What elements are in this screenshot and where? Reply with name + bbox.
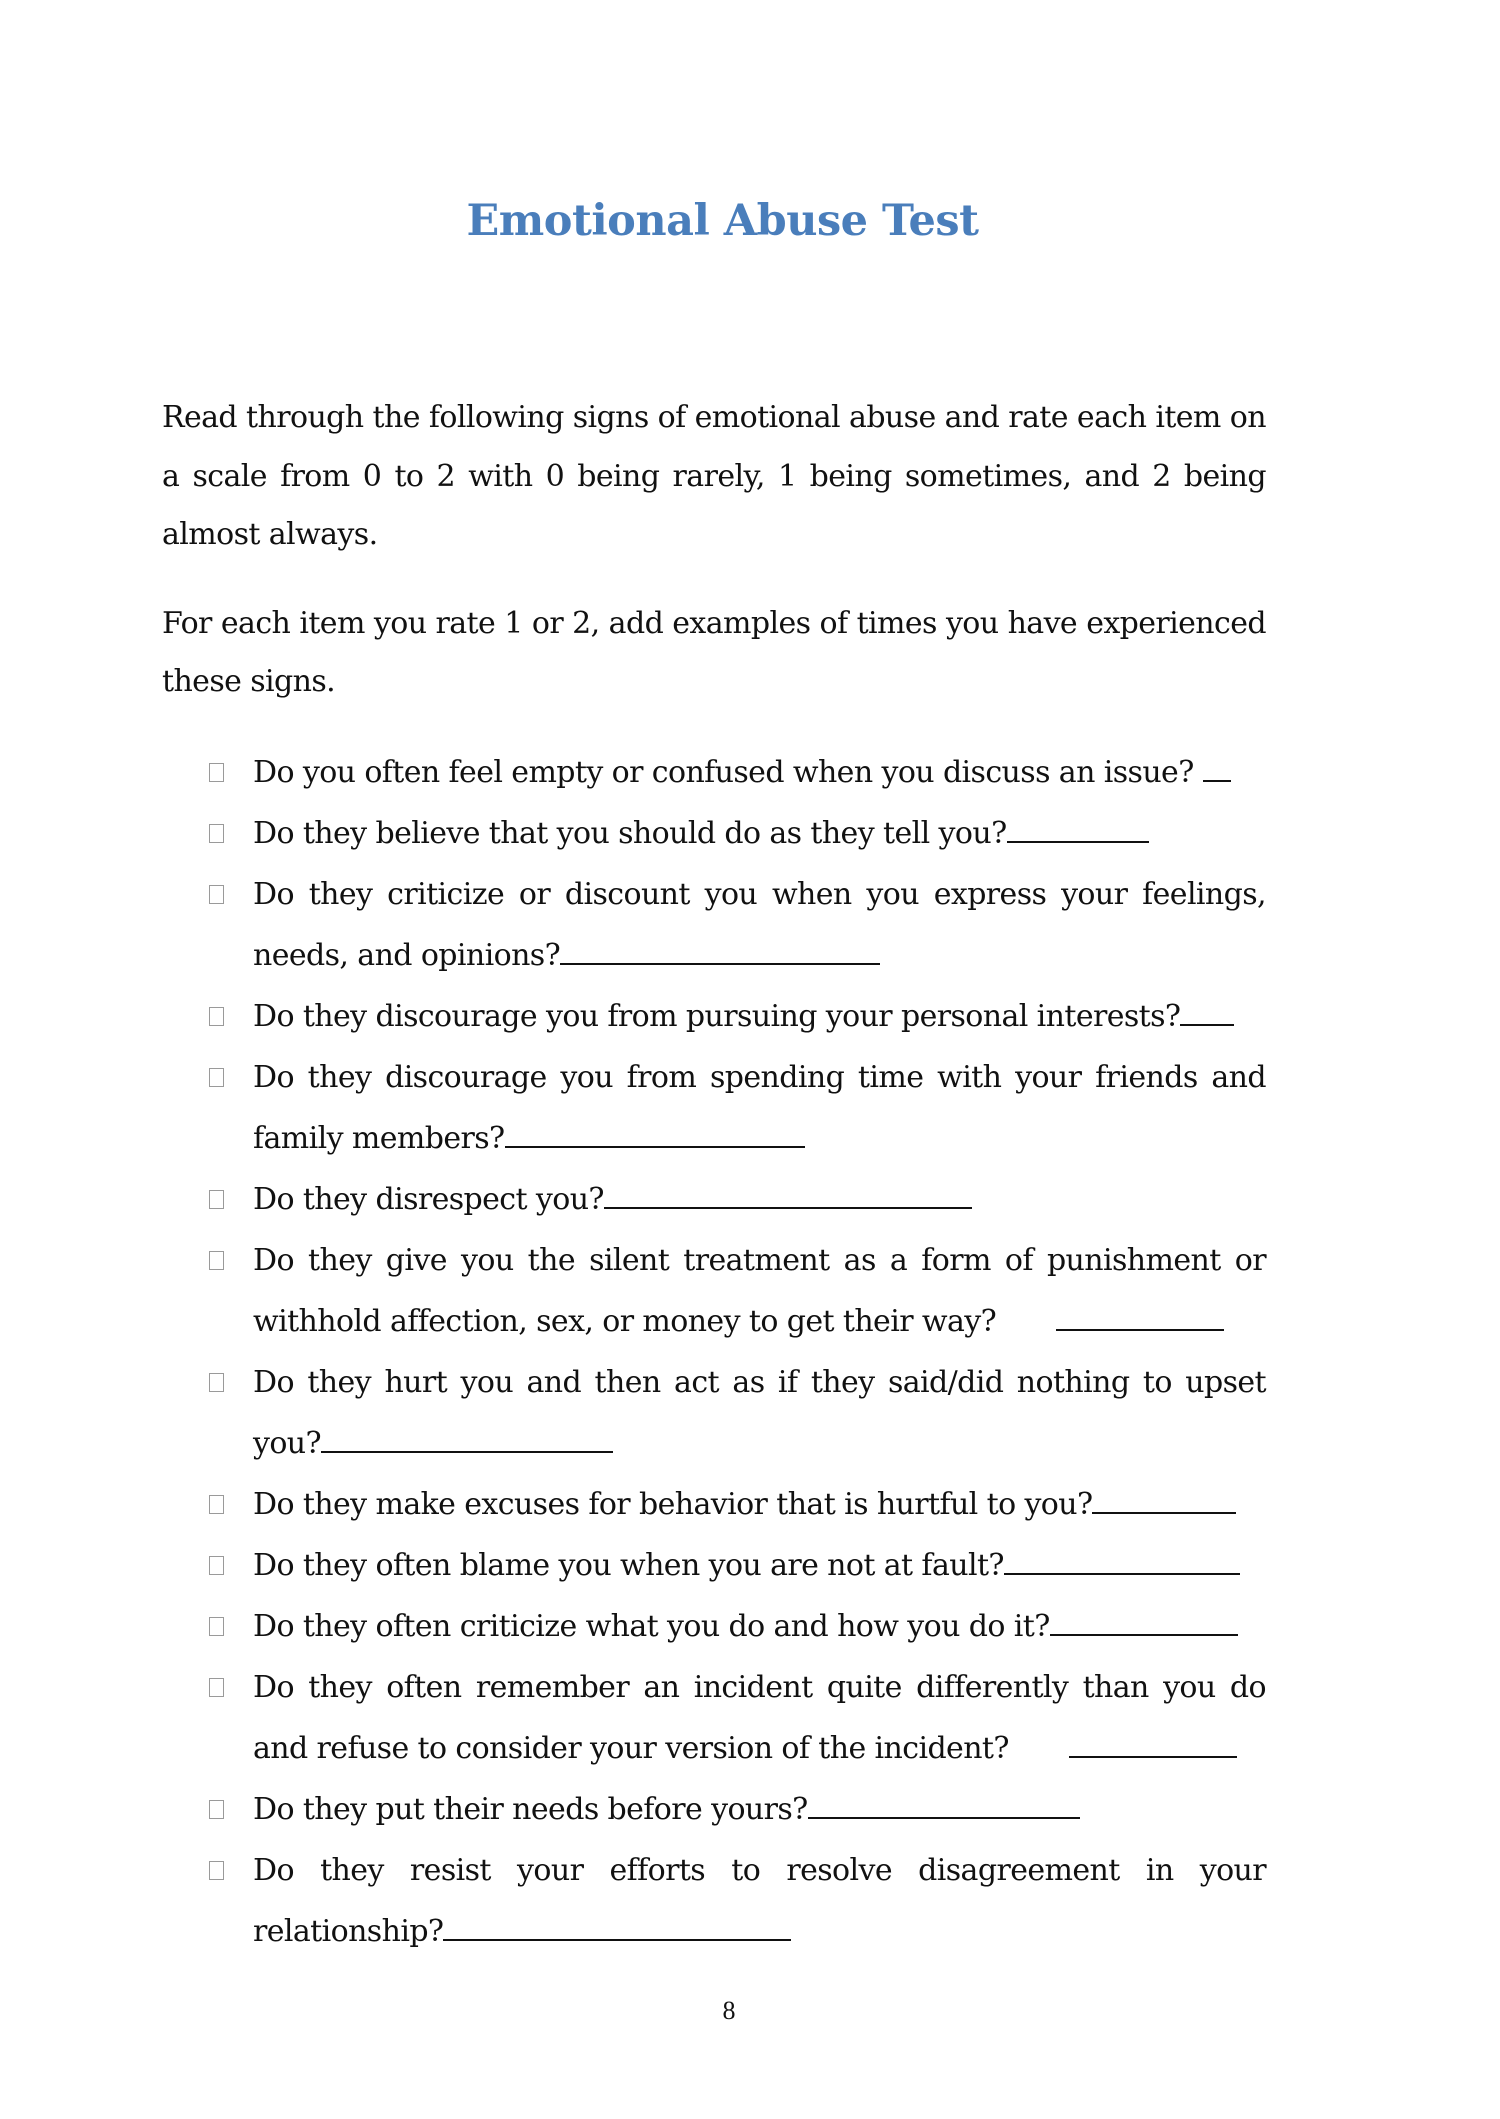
- checklist-item: [162, 742, 1266, 803]
- checklist-item: [162, 1474, 1266, 1535]
- checkbox-icon[interactable]: [209, 763, 224, 782]
- checklist-question: Do they often blame you when you are not at fault?: [253, 1547, 1004, 1583]
- checklist-question: Do they resist your efforts to resolve disagreement in your relationship?: [253, 1852, 1266, 1949]
- page-number: 8: [722, 1996, 736, 2025]
- document-body: [162, 389, 1266, 1962]
- checklist-question: Do you often feel empty or confused when you discuss an issue?: [253, 754, 1203, 790]
- checklist-item: [162, 1352, 1266, 1474]
- checkbox-icon[interactable]: [209, 1678, 224, 1697]
- checkbox-icon[interactable]: [209, 1861, 224, 1880]
- checkbox-icon[interactable]: [209, 1617, 224, 1636]
- checklist-question: Do they often criticize what you do and how you do it?: [253, 1608, 1050, 1644]
- checklist-question: Do they hurt you and then act as if they said/did nothing to upset you?: [253, 1364, 1266, 1461]
- checklist-question: Do they discourage you from pursuing your personal interests?: [253, 998, 1181, 1034]
- answer-blank[interactable]: [1004, 1572, 1240, 1575]
- intro-paragraph-examples: For each item you rate 1 or 2, add examples of times you have experienced these signs.: [162, 605, 1266, 699]
- checklist-item: [162, 803, 1266, 864]
- checkbox-icon[interactable]: [209, 1556, 224, 1575]
- checklist-question: Do they discourage you from spending time with your friends and family members?: [253, 1059, 1266, 1156]
- intro-paragraph-rating: Read through the following signs of emotional abuse and rate each item on a scale from 0 to 2 with 0 being rarely, 1 being sometimes, and 2 being almost always.: [162, 400, 1266, 552]
- answer-blank[interactable]: [808, 1816, 1080, 1819]
- checklist-question: Do they criticize or discount you when you express your feelings, needs, and opinions?: [253, 876, 1266, 973]
- checkbox-icon[interactable]: [209, 1190, 224, 1209]
- checklist-item: [162, 1169, 1266, 1230]
- checkbox-icon[interactable]: [209, 1495, 224, 1514]
- checklist-item: [162, 864, 1266, 986]
- checklist-item: [162, 1840, 1266, 1962]
- checklist-question: Do they give you the silent treatment as a form of punishment or withhold affection, sex, or money to get their way?: [253, 1242, 1266, 1339]
- checklist-item: [162, 1779, 1266, 1840]
- checklist-item: [162, 1596, 1266, 1657]
- checklist-item: [162, 1047, 1266, 1169]
- answer-blank[interactable]: [321, 1450, 613, 1453]
- answer-blank[interactable]: [1050, 1633, 1238, 1636]
- answer-blank[interactable]: [1203, 779, 1231, 782]
- checklist-item: [162, 986, 1266, 1047]
- answer-blank[interactable]: [1092, 1511, 1236, 1514]
- checklist-item: [162, 1657, 1266, 1779]
- checkbox-icon[interactable]: [209, 1251, 224, 1270]
- checklist-item: [162, 1230, 1266, 1352]
- checkbox-icon[interactable]: [209, 1373, 224, 1392]
- checkbox-icon[interactable]: [209, 1800, 224, 1819]
- checklist-item: [162, 1535, 1266, 1596]
- checkbox-icon[interactable]: [209, 1068, 224, 1087]
- answer-blank[interactable]: [1069, 1755, 1237, 1758]
- abuse-signs-checklist: [162, 742, 1266, 1962]
- checklist-question: Do they make excuses for behavior that is hurtful to you?: [253, 1486, 1093, 1522]
- answer-blank[interactable]: [505, 1145, 805, 1148]
- checkbox-icon[interactable]: [209, 824, 224, 843]
- answer-blank[interactable]: [560, 962, 880, 965]
- answer-blank[interactable]: [443, 1938, 791, 1941]
- checklist-question: Do they believe that you should do as they tell you?: [253, 815, 1007, 851]
- document-title: Emotional Abuse Test: [466, 196, 979, 246]
- answer-blank[interactable]: [1056, 1328, 1224, 1331]
- checklist-question: Do they often remember an incident quite differently than you do and refuse to consider your version of the incident?: [253, 1669, 1266, 1766]
- answer-blank[interactable]: [604, 1206, 972, 1209]
- checkbox-icon[interactable]: [209, 885, 224, 904]
- checklist-question: Do they disrespect you?: [253, 1181, 604, 1217]
- checklist-question: Do they put their needs before yours?: [253, 1791, 808, 1827]
- answer-blank[interactable]: [1007, 840, 1149, 843]
- checkbox-icon[interactable]: [209, 1007, 224, 1026]
- answer-blank[interactable]: [1180, 1023, 1234, 1026]
